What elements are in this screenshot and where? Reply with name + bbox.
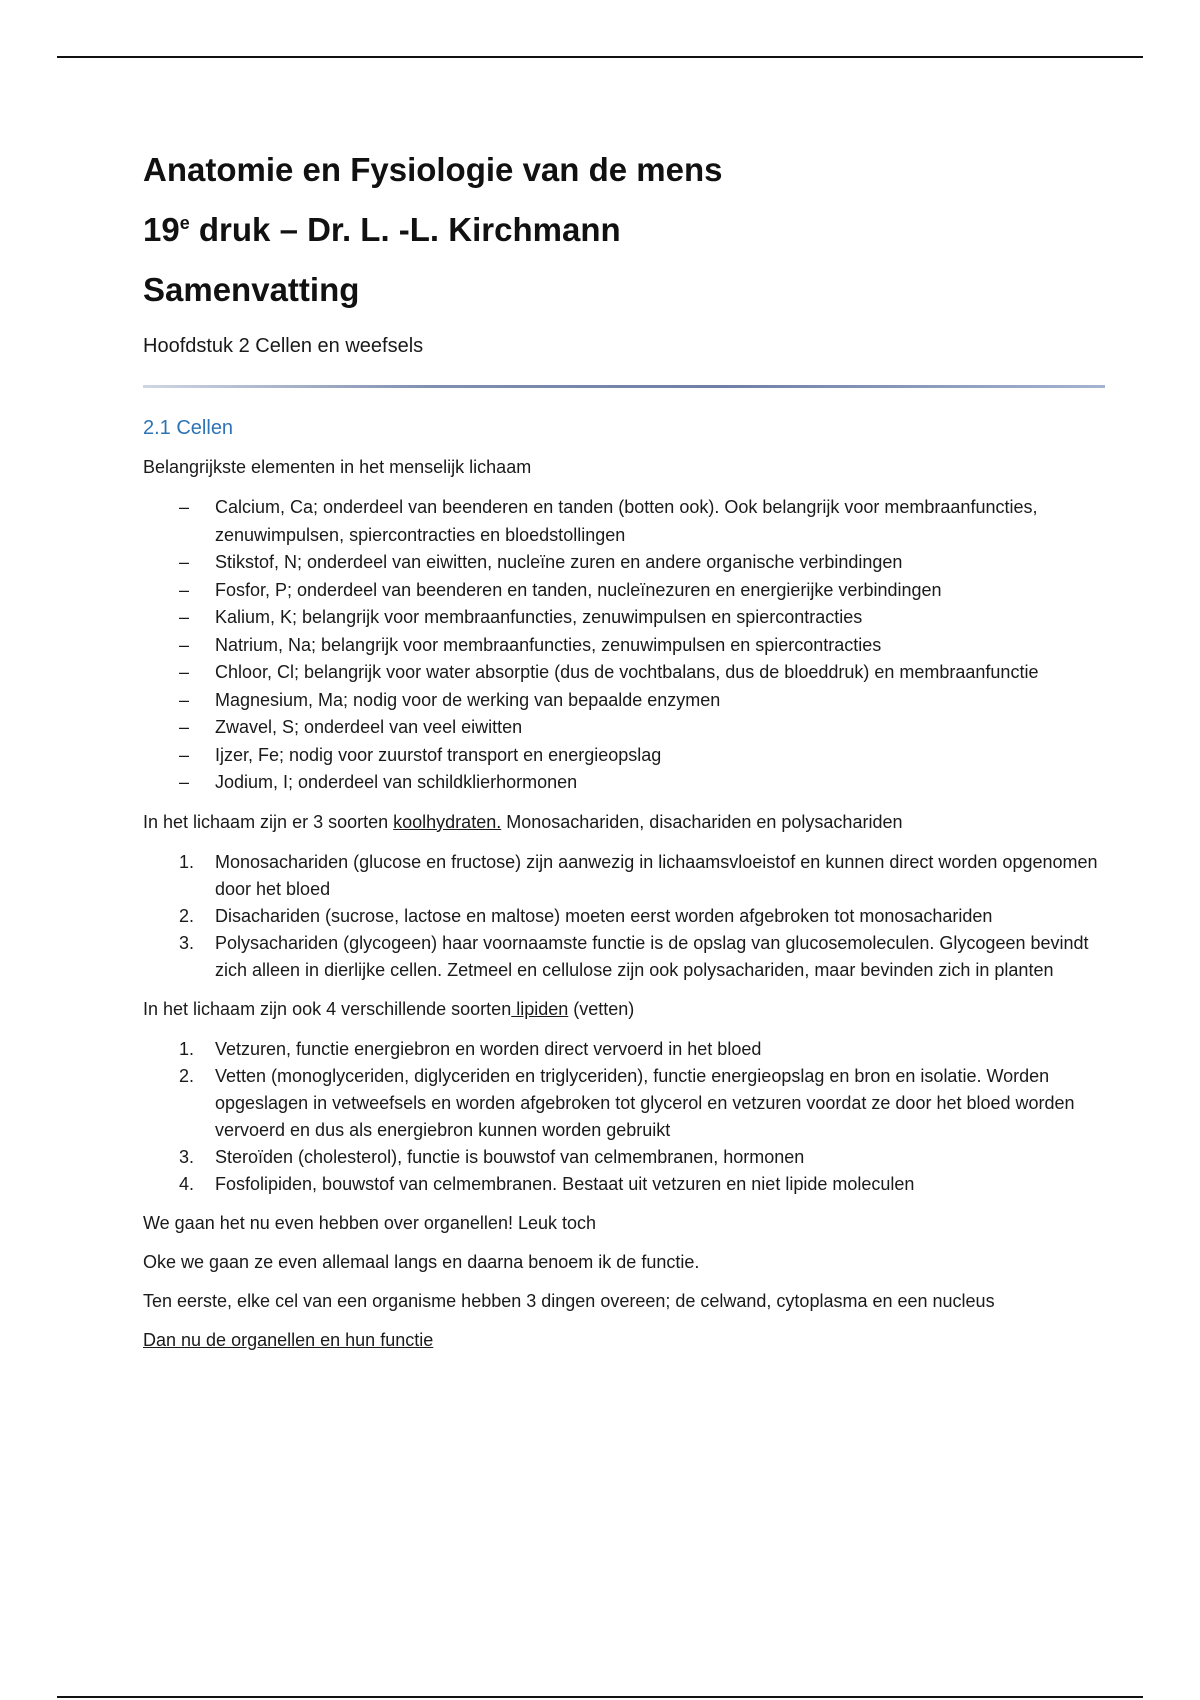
- document-title: Anatomie en Fysiologie van de mens: [143, 151, 723, 188]
- organellen-paragraph: We gaan het nu even hebben over organellen! Leuk toch: [143, 1212, 597, 1233]
- dash-bullet: –: [179, 552, 190, 572]
- chapter-subtitle: Hoofdstuk 2 Cellen en weefsels: [143, 335, 424, 357]
- dash-bullet: –: [179, 689, 190, 710]
- list-item-text: Natrium, Na; belangrijk voor membraanfuncties, zenuwimpulsen en spiercontracties: [215, 634, 882, 655]
- list-item: [179, 903, 1103, 930]
- lipids-intro: [143, 996, 1103, 1023]
- list-number: 3.: [179, 932, 195, 953]
- dash-bullet: –: [179, 634, 190, 655]
- elements-list: [143, 494, 1103, 797]
- list-item: [179, 742, 1103, 770]
- list-item: [179, 1063, 1103, 1144]
- list-item: [179, 769, 1103, 797]
- list-item-text: Fosfor, P; onderdeel van beenderen en tanden, nucleïnezuren en energierijke verbindingen: [215, 579, 942, 600]
- organellen-heading: Dan nu de organellen en hun functie: [143, 1329, 434, 1350]
- list-item-text: Polysachariden (glycogeen) haar voornaamste functie is de opslag van glucosemoleculen. Glycogeen bevindt zich alleen in dierlijke cellen. Zetmeel en cellulose zijn ook polysachariden, maar bevinden zich in planten: [215, 932, 1089, 980]
- list-item: [179, 577, 1103, 605]
- lipids-list: [143, 1036, 1103, 1198]
- list-item-text: Stikstof, N; onderdeel van eiwitten, nucleïne zuren en andere organische verbindingen: [215, 552, 903, 572]
- list-item-text: Kalium, K; belangrijk voor membraanfuncties, zenuwimpulsen en spiercontracties: [215, 607, 863, 627]
- dash-bullet: –: [179, 772, 190, 792]
- page-top-rule: [57, 56, 1143, 58]
- list-item: [179, 714, 1103, 742]
- list-item: [179, 1144, 1103, 1171]
- list-item-text: Calcium, Ca; onderdeel van beenderen en tanden (botten ook). Ook belangrijk voor membraanfuncties, zenuwimpulsen, spiercontracties en bloedstollingen: [215, 497, 1038, 545]
- elements-intro: Belangrijkste elementen in het menselijk lichaam: [143, 457, 532, 477]
- title-separator: [143, 385, 1105, 388]
- allemaal-paragraph: Oke we gaan ze even allemaal langs en daarna benoem ik de functie.: [143, 1251, 700, 1272]
- dash-bullet: –: [179, 497, 190, 517]
- section-heading: 2.1 Cellen: [143, 417, 234, 439]
- list-item: [179, 1171, 1103, 1198]
- edition-superscript: e: [179, 213, 190, 233]
- list-item-text: Steroïden (cholesterol), functie is bouwstof van celmembranen, hormonen: [215, 1146, 805, 1167]
- page-bottom-rule: [57, 1696, 1143, 1698]
- dash-bullet: –: [179, 579, 190, 600]
- list-item: [179, 659, 1103, 687]
- list-number: 1.: [179, 1038, 195, 1059]
- list-number: 2.: [179, 1065, 195, 1086]
- dash-bullet: –: [179, 607, 190, 627]
- list-item: [179, 494, 1103, 549]
- list-item-text: Zwavel, S; onderdeel van veel eiwitten: [215, 717, 523, 737]
- carbs-list: [143, 849, 1103, 984]
- list-item-text: Monosachariden (glucose en fructose) zijn aanwezig in lichaamsvloeistof en kunnen direct worden opgenomen door het bloed: [215, 851, 1098, 899]
- list-number: 3.: [179, 1146, 195, 1167]
- document-body: [143, 140, 1103, 1354]
- list-item: [179, 687, 1103, 715]
- list-number: 2.: [179, 905, 195, 926]
- edition-number: 19: [143, 211, 180, 248]
- lipids-intro-text: In het lichaam zijn ook 4 verschillende soorten: [143, 998, 512, 1019]
- edition-author: druk – Dr. L. -L. Kirchmann: [189, 211, 621, 248]
- list-item-text: Vetzuren, functie energiebron en worden direct vervoerd in het bloed: [215, 1038, 762, 1059]
- dash-bullet: –: [179, 717, 190, 737]
- list-item: [179, 849, 1103, 903]
- summary-title: Samenvatting: [143, 271, 360, 308]
- list-item: [179, 549, 1103, 577]
- list-number: 1.: [179, 851, 195, 872]
- dash-bullet: –: [179, 744, 190, 765]
- list-number: 4.: [179, 1173, 195, 1194]
- list-item-text: Jodium, I; onderdeel van schildklierhormonen: [215, 772, 578, 792]
- list-item-text: Vetten (monoglyceriden, diglyceriden en triglyceriden), functie energieopslag en bron en isolatie. Worden opgeslagen in vetweefsels en worden afgebroken tot glycerol en vetzuren voordat ze door het bloed worden vervoerd en dus als energiebron kunnen worden gebruikt: [215, 1065, 1075, 1140]
- list-item-text: Chloor, Cl; belangrijk voor water absorptie (dus de vochtbalans, dus de bloeddruk) en membraanfunctie: [215, 662, 1039, 682]
- lipids-term: lipiden: [511, 998, 569, 1019]
- list-item-text: Magnesium, Ma; nodig voor de werking van bepaalde enzymen: [215, 689, 721, 710]
- list-item-text: Ijzer, Fe; nodig voor zuurstof transport en energieopslag: [215, 744, 662, 765]
- carbs-term: koolhydraten.: [393, 811, 502, 832]
- dash-bullet: –: [179, 662, 190, 682]
- list-item: [179, 1036, 1103, 1063]
- list-item-text: Disachariden (sucrose, lactose en maltose) moeten eerst worden afgebroken tot monosachariden: [215, 905, 993, 926]
- lipids-intro-rest: (vetten): [568, 998, 635, 1019]
- list-item: [179, 604, 1103, 632]
- list-item: [179, 632, 1103, 660]
- carbs-intro: [143, 809, 1103, 836]
- carbs-intro-text: In het lichaam zijn er 3 soorten: [143, 811, 394, 832]
- list-item-text: Fosfolipiden, bouwstof van celmembranen. Bestaat uit vetzuren en niet lipide moleculen: [215, 1173, 915, 1194]
- list-item: [179, 930, 1103, 984]
- edition-author-line: [143, 200, 1103, 260]
- carbs-intro-rest: Monosachariden, disachariden en polysachariden: [501, 811, 903, 832]
- cel-paragraph: Ten eerste, elke cel van een organisme hebben 3 dingen overeen; de celwand, cytoplasma en een nucleus: [143, 1290, 995, 1311]
